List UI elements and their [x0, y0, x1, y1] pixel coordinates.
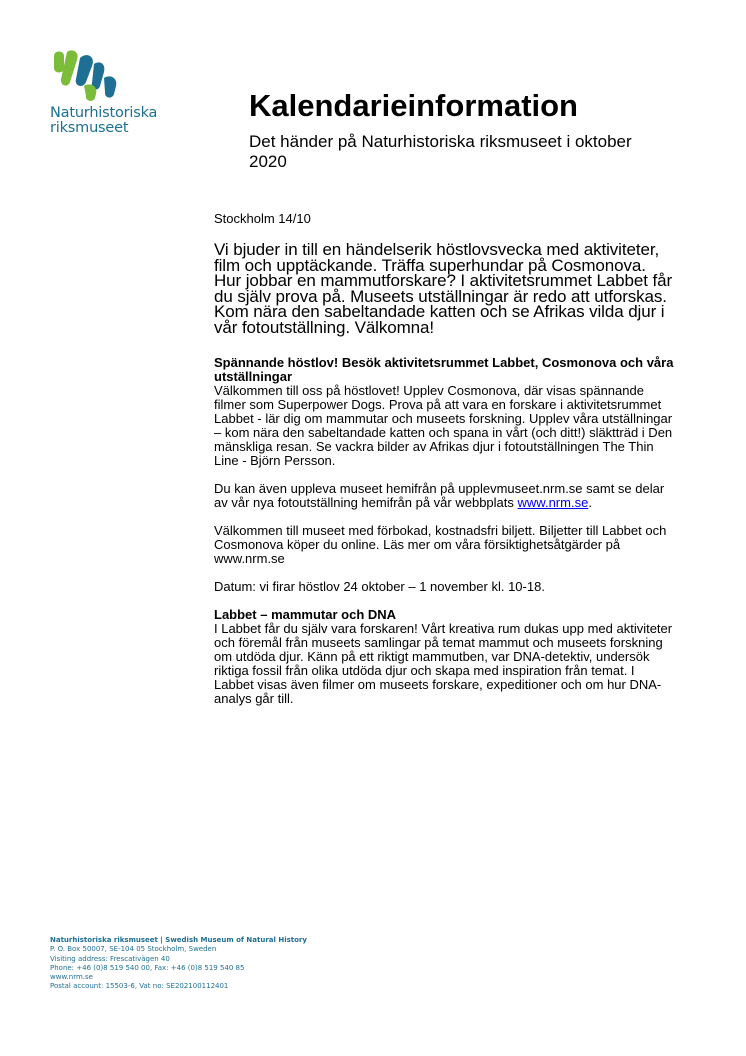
footer-line: P. O. Box 50007, SE-104 05 Stockholm, Sweden [50, 945, 217, 954]
footer [50, 936, 370, 992]
section-text-2: I Labbet får du själv vara forskaren! Vårt kreativa rum dukas upp med aktiviteter och föremål från museets samlingar på temat mammut och museets forskning om utdöda djur. Känn på ett riktigt mammutben, var DNA-detektiv, undersök riktiga fossil från olika utdöda djur och skapa med inspiration från temat. I Labbet visas även filmer om museets forskare, expeditioner och om hur DNA-analys går till. [214, 620, 673, 706]
nrm-link[interactable]: www.nrm.se [517, 494, 589, 510]
logo-line-2: riksmuseet [50, 120, 129, 136]
footer-line: Visiting address: Frescativägen 40 [50, 954, 170, 963]
paragraph-online-end: . [588, 494, 592, 510]
main-content [214, 212, 674, 720]
logo-mark-icon [50, 48, 122, 102]
section-heading-1: Spännande höstlov! Besök aktivitetsrummet Labbet, Cosmonova och våra utställningar [214, 354, 674, 384]
date-paragraph: Datum: vi firar höstlov 24 oktober – 1 november kl. 10-18. [214, 578, 545, 594]
page-title: Kalendarieinformation [249, 88, 578, 123]
page-subtitle: Det händer på Naturhistoriska riksmuseet i oktober 2020 [249, 132, 632, 171]
footer-line: www.nrm.se [50, 973, 93, 982]
paragraph-online-text: Du kan även uppleva museet hemifrån på upplevmuseet.nrm.se samt se delar av vår nya fotoutställning hemifrån på vår webbplats [214, 480, 665, 510]
dateline: Stockholm 14/10 [214, 211, 311, 226]
section-heading-2: Labbet – mammutar och DNA [214, 606, 397, 622]
paragraph-tickets: Välkommen till museet med förbokad, kostnadsfri biljett. Biljetter till Labbet och Cosmonova köper du online. Läs mer om våra försiktighetsåtgärder på www.nrm.se [214, 522, 667, 566]
section-text-1: Välkommen till oss på höstlovet! Upplev Cosmonova, där visas spännande filmer som Superpower Dogs. Prova på att vara en forskare i aktivitetsrummet Labbet - lär dig om mammutar och museets forskning. Upplev våra utställningar – kom nära den sabeltandade katten och spana in vårt (och ditt!) släktträd i Den mänskliga resan. Se vackra bilder av Afrikas djur i fotoutställningen The Thin Line - Björn Persson. [214, 382, 673, 468]
footer-line: Postal account: 15503-6, Vat no: SE202100112401 [50, 982, 229, 991]
logo-line-1: Naturhistoriska [50, 105, 158, 121]
intro-paragraph: Vi bjuder in till en händelserik höstlovsvecka med aktiviteter, film och upptäckande. Träffa superhundar på Cosmonova. Hur jobbar en mammutforskare? I aktivitetsrummet Labbet får du själv prova på. Museets utställningar är redo att utforskas. Kom nära den sabeltandade katten och se Afrikas vilda djur i vår fotoutställning. Välkomna! [214, 240, 673, 337]
museum-logo [50, 48, 180, 136]
footer-line: Phone: +46 (0)8 519 540 00, Fax: +46 (0)8 519 540 85 [50, 963, 245, 972]
footer-title: Naturhistoriska riksmuseet | Swedish Museum of Natural History [50, 936, 307, 944]
paragraph-online [214, 482, 674, 510]
